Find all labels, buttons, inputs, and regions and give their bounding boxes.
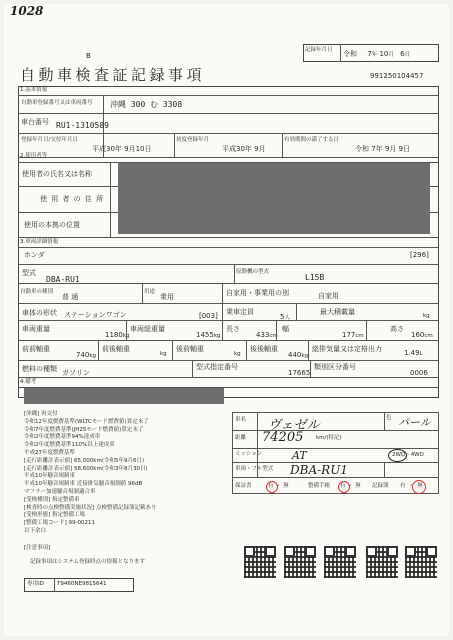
section-2-heading: 2.使用者等 [20, 153, 48, 159]
page-letter: B [86, 52, 91, 60]
memo-transmission-label: ミッション [235, 451, 263, 457]
redacted-owner-info [118, 163, 430, 234]
id-value: T9460NE9815641 [57, 581, 107, 587]
gross-weight-label: 車両総重量 [130, 325, 165, 333]
maker-code: [296] [410, 251, 429, 259]
remarks-list [24, 412, 239, 537]
vehicle-length: 433cm [256, 331, 278, 339]
max-load-label: 最大積載量 [320, 308, 355, 316]
user-name-label: 使用者の氏名又は名称 [22, 170, 92, 178]
body-shape-label: 車体の形状 [22, 309, 57, 317]
front-front-axle-label: 前前軸重 [22, 345, 50, 353]
chassis-label: 車台番号 [21, 118, 49, 126]
record-circle-mark [412, 480, 426, 494]
remark-line: 令和2年度燃費基準94%達成車 [24, 434, 101, 441]
category-label: 自動車の種別 [20, 289, 54, 295]
model-type: DBA-RU1 [46, 275, 80, 284]
gross-weight: 1455kg [196, 331, 221, 339]
remark-line: 令和12年度燃費基準(WLTCモード燃費値)算定未了 [24, 418, 149, 425]
rear-front-axle-unit: kg [234, 351, 241, 357]
registration-date: 平成30年 9月10日 [92, 145, 152, 153]
front-front-axle: 740kg [76, 351, 97, 359]
vehicle-weight: 1180kg [105, 331, 130, 339]
class-number: 0006 [410, 369, 428, 377]
memo-record-label: 記録簿 [372, 483, 389, 489]
expiry-label: 有効期間の満了する日 [284, 137, 340, 143]
notice-line: 記録事項はシステム登録時点の情報となります [30, 559, 145, 565]
remark-line: 平成27年度燃費基準 [24, 449, 75, 456]
expiry-date: 令和 7年 9月 9日 [355, 145, 411, 153]
section-1-heading: 1.基本情報 [20, 87, 48, 93]
plate-number: 沖縄 300 む 3308 [110, 100, 183, 109]
memo-color: パール [398, 416, 431, 429]
redacted-remarks [24, 388, 224, 404]
memo-warranty-label: 保証書 [235, 483, 252, 489]
height-label: 高さ [390, 325, 404, 333]
qr-code-5 [405, 546, 437, 578]
remark-line: 令和2年度燃費基準110%以上達成車 [24, 442, 115, 449]
body-shape-code: [003] [199, 312, 218, 320]
use-label: 用途 [144, 289, 156, 295]
memo-mileage: 74205 [262, 430, 304, 445]
type-number: 17665 [288, 369, 311, 377]
rear-rear-axle-label: 後後軸重 [250, 345, 278, 353]
weight-label: 車両重量 [22, 325, 50, 333]
qr-code-2 [284, 546, 316, 578]
purpose-label: 自家用・事業用の別 [226, 289, 289, 297]
memo-record-options: 有・無 [400, 483, 426, 489]
memo-service-label: 整備手帳 [308, 483, 331, 489]
section-3-heading: 3.車両詳細情報 [20, 239, 59, 245]
qr-code-4 [366, 546, 398, 578]
capacity-label: 乗車定員 [226, 308, 254, 316]
engine-label: 原動機の型式 [236, 269, 270, 275]
registration-date-label: 登録年月日/交付年月日 [21, 137, 78, 143]
memo-mileage-label: 距離 [235, 435, 247, 441]
remark-line: [沖縄] 再交付 [24, 411, 58, 417]
memo-color-label: 色 [386, 415, 392, 421]
vehicle-use: 乗用 [160, 293, 174, 301]
first-registration-date: 平成30年 9月 [222, 145, 266, 153]
first-registration-label: 初度登録年月 [176, 137, 210, 143]
memo-mileage-unit: km/(特記) [316, 435, 342, 441]
memo-service-options: 有・無 [340, 483, 363, 489]
section-4-heading: 4.備考 [20, 379, 37, 385]
remark-line: 平成10年騒音規制車 近接排気騒音規制値 96dB [24, 481, 143, 488]
drive-circle-mark [388, 449, 407, 462]
memo-model-label: 車両・フル型式 [235, 466, 274, 472]
remark-line: 以下余白 [24, 527, 47, 534]
remark-line: [整備工場コード] 99-00211 [24, 520, 96, 527]
max-load-unit: kg [423, 313, 430, 319]
length-label: 長さ [226, 325, 240, 333]
user-address-label: 使 用 者 の 住 所 [40, 195, 105, 203]
notice-title: [注意事項] [24, 545, 51, 551]
fuel-type: ガソリン [62, 369, 90, 377]
document-title: 自動車検査証記録事項 [20, 66, 206, 84]
displacement-label: 総排気量又は定格出力 [312, 345, 382, 353]
displacement: 1.49L [404, 349, 423, 357]
maker-name: ホンダ [24, 251, 45, 259]
record-date-label: 記録年月日 [305, 47, 333, 53]
memo-transmission: AT [292, 449, 307, 462]
plate-label: 自動車登録番号又は車両番号 [21, 100, 93, 106]
service-circle-mark [338, 481, 350, 493]
handwritten-number: 1028 [10, 4, 44, 18]
rear-front-axle-label: 後前軸重 [176, 345, 204, 353]
fuel-label: 燃料の種類 [22, 365, 57, 373]
vehicle-height: 160cm [411, 331, 433, 339]
model-label: 型式 [22, 269, 36, 277]
body-shape: ステーションワゴン [64, 311, 127, 319]
remark-line: 平成10年騒音規制車 [24, 473, 75, 480]
memo-warranty-options: 有・無 [268, 483, 291, 489]
front-rear-axle-unit: kg [160, 351, 167, 357]
record-date-value: 令和 7年 10月 6日 [343, 50, 411, 58]
remark-line: [受検種別] 指定整備車 [24, 496, 80, 503]
remark-line: マフラー加速騒音規制適合車 [24, 488, 96, 495]
remark-line: 令和7年度燃費基準(JH25モード燃費値)算定未了 [24, 426, 144, 433]
chassis-number: RU1-1310589 [56, 121, 109, 130]
front-rear-axle-label: 前後軸重 [102, 345, 130, 353]
vehicle-category: 普 通 [62, 293, 79, 301]
seating-capacity: 5人 [280, 313, 290, 321]
vehicle-width: 177cm [342, 331, 364, 339]
memo-drive: 2WD・4WD [392, 452, 424, 458]
remark-line: [走行距離計表示値] 65,000km(令和5年9月6日) [24, 457, 145, 464]
qr-code-3 [324, 546, 356, 578]
width-label: 幅 [282, 325, 289, 333]
remark-line: [走行距離計表示値] 58,600km(令和3年8月30日) [24, 465, 148, 472]
memo-vehicle-name: ヴェゼル [268, 418, 320, 433]
memo-model: DBA-RU1 [290, 463, 348, 477]
document-number: 991250104457 [370, 72, 424, 80]
remark-line: [検査時の点検整備実施状況] 点検整備記録簿記載あり [24, 504, 157, 511]
type-number-label: 型式指定番号 [196, 363, 238, 371]
class-number-label: 類別区分番号 [314, 363, 356, 371]
warranty-circle-mark [266, 481, 278, 493]
rear-rear-axle: 440kg [288, 351, 309, 359]
memo-vehicle-name-label: 車名 [235, 417, 247, 423]
base-location-label: 使用の本拠の位置 [24, 221, 80, 229]
id-label: 専用ID [27, 581, 44, 587]
remark-line: [受検形態] 指定整備工場 [24, 512, 86, 519]
qr-code-1 [244, 546, 276, 578]
vehicle-purpose: 自家用 [318, 292, 339, 300]
engine-type: L15B [305, 273, 325, 282]
